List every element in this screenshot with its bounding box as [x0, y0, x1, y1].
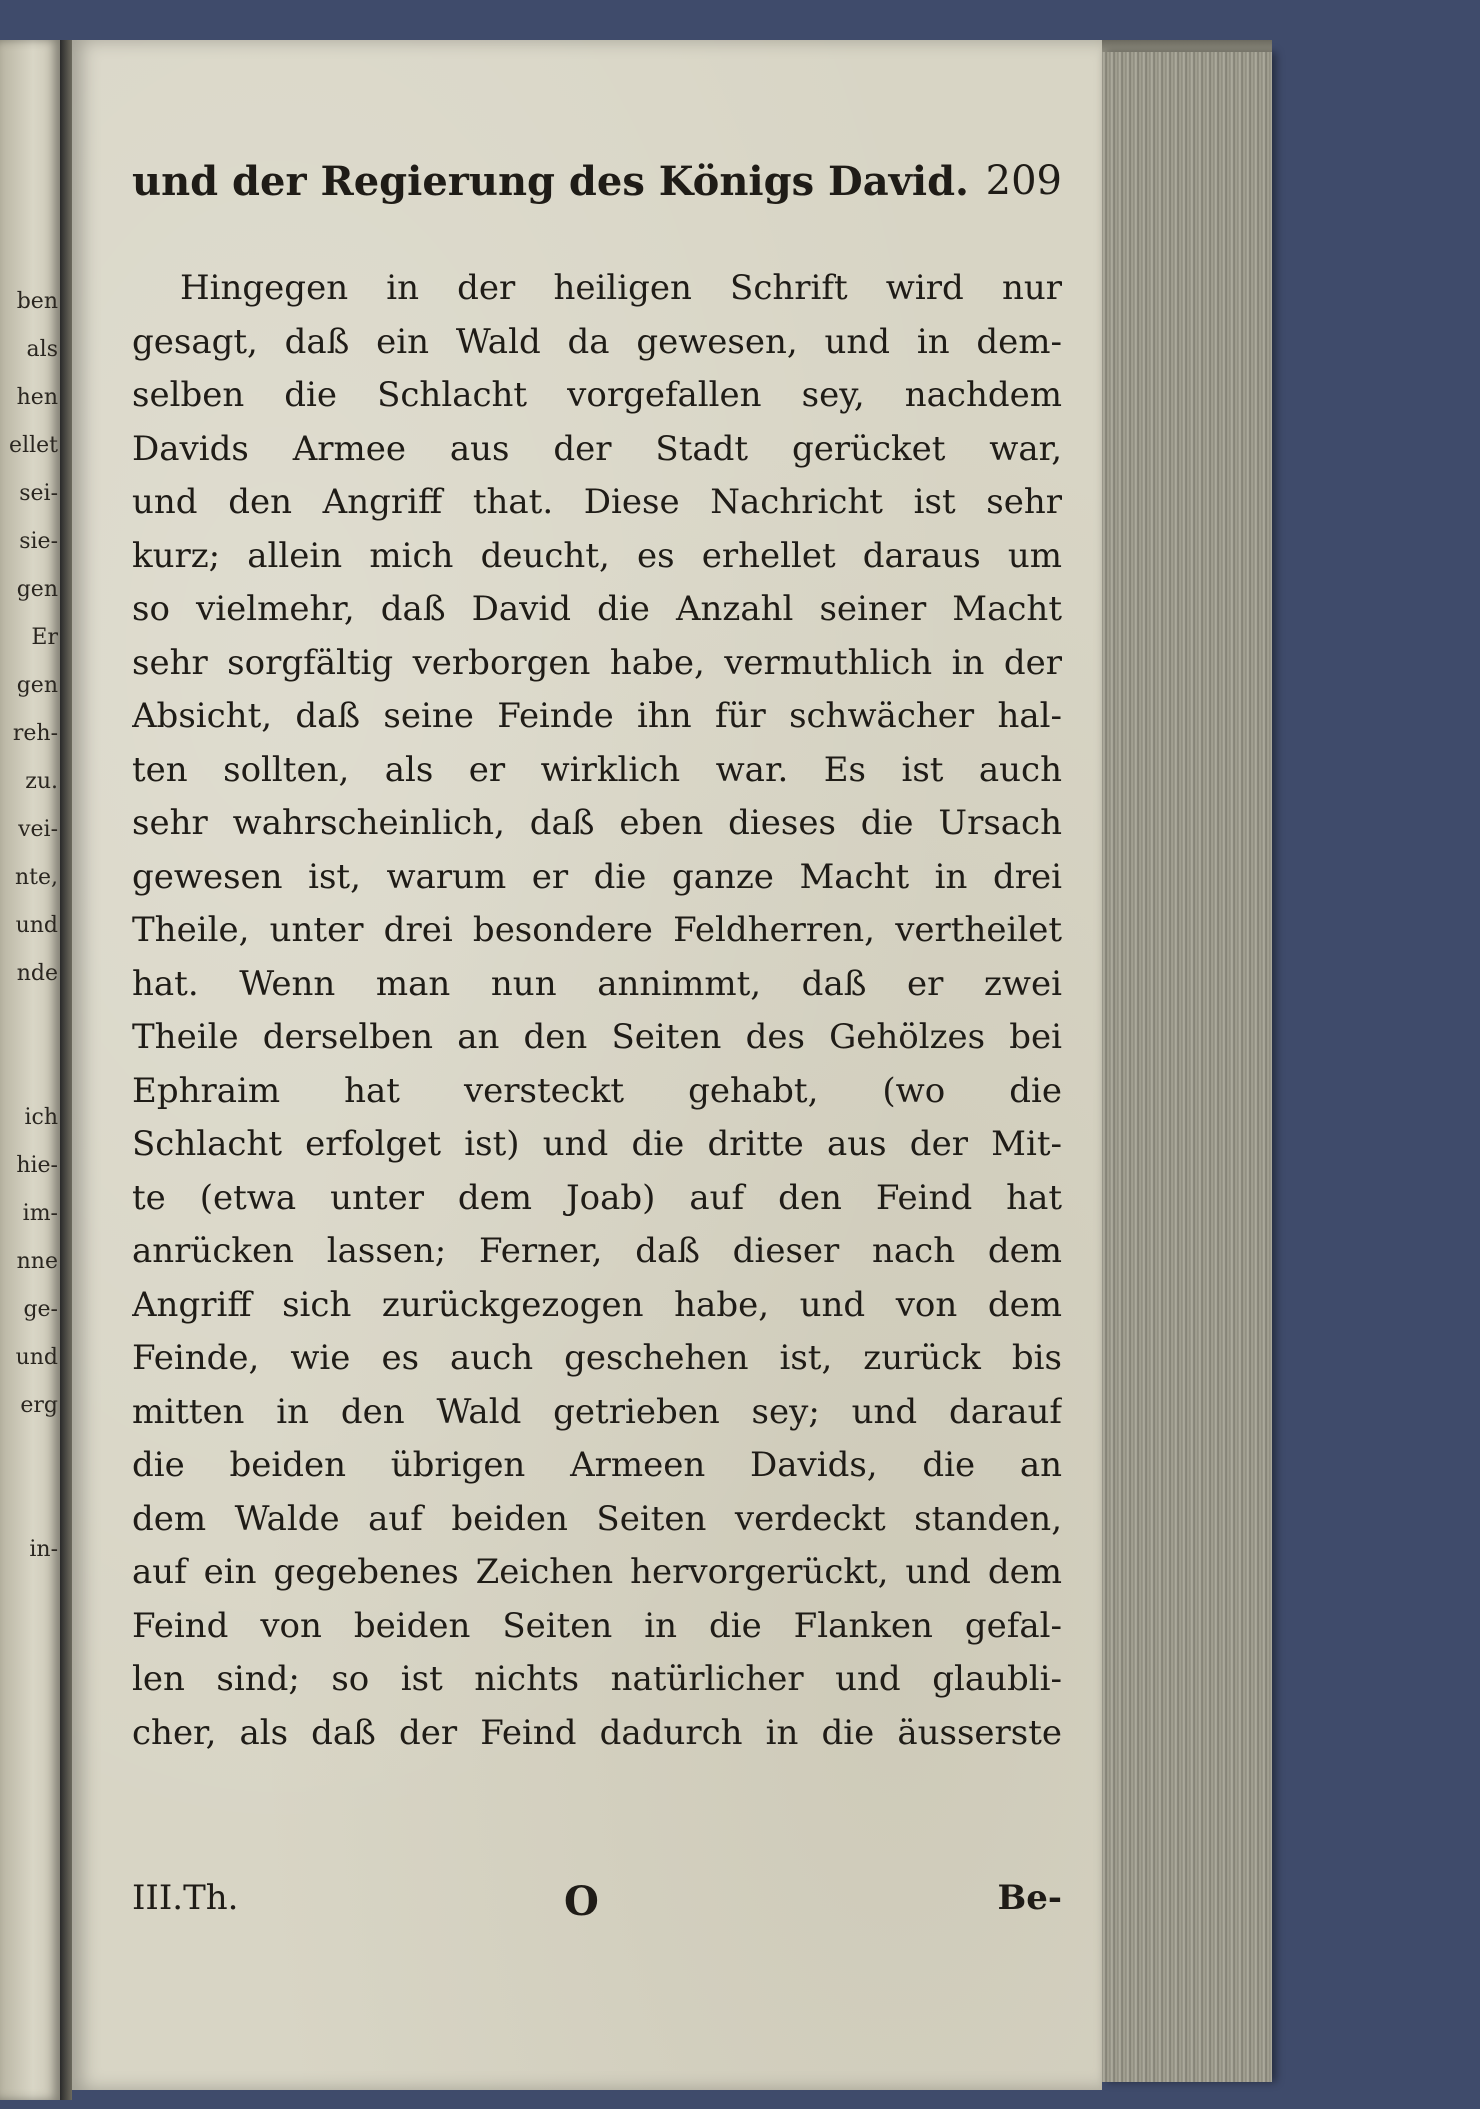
running-title: und der Regierung des Königs David. [132, 158, 969, 205]
text-line: Feind von beiden Seiten in die Flanken gefal- [132, 1605, 1062, 1646]
left-page-fragment: Er [31, 625, 58, 650]
text-line: Schlacht erfolget ist) und die dritte aus der Mit- [132, 1124, 1062, 1164]
left-page-fragment [4, 1430, 58, 1478]
right-page [72, 40, 1102, 2090]
page-number: 209 [985, 158, 1062, 204]
text-line: selben die Schlacht vorgefallen sey, nachdem [132, 375, 1062, 415]
left-facing-page [0, 40, 60, 2100]
left-page-fragment: im- [22, 1201, 58, 1226]
left-page-fragment [4, 1478, 58, 1526]
left-page-fragment: in- [29, 1537, 58, 1562]
left-page-fragment: vei- [18, 817, 58, 842]
text-line: auf ein gegebenes Zeichen hervorgerückt, und dem [132, 1552, 1062, 1592]
left-page-fragment: ich [24, 1105, 58, 1130]
text-line: Davids Armee aus der Stadt gerücket war, [132, 428, 1062, 469]
text-line: ten sollten, als er wirklich war. Es ist auch [132, 749, 1062, 790]
text-line: Feinde, wie es auch geschehen ist, zurück bis [132, 1338, 1062, 1378]
text-line: und den Angriff that. Diese Nachricht ist sehr [132, 482, 1062, 522]
left-page-fragment: hie- [16, 1153, 58, 1178]
left-page-fragment: ge- [23, 1297, 58, 1322]
volume-signature: III.Th. [132, 1878, 239, 1918]
text-line: Angriff sich zurückgezogen habe, und von dem [132, 1284, 1062, 1325]
text-line: sehr wahrscheinlich, daß eben dieses die Ursach [132, 803, 1062, 843]
left-page-fragment: nte, [14, 865, 58, 890]
left-page-fragment: gen [16, 673, 58, 698]
text-line: gesagt, daß ein Wald da gewesen, und in dem- [132, 321, 1062, 362]
left-page-text-fragments [4, 278, 58, 1574]
text-line: len sind; so ist nichts natürlicher und glaubli- [132, 1659, 1062, 1699]
text-line: te (etwa unter dem Joab) auf den Feind hat [132, 1177, 1062, 1218]
text-line: cher, als daß der Feind dadurch in die äusserste [132, 1712, 1062, 1753]
page-body-text [132, 262, 1062, 1760]
text-line: hat. Wenn man nun annimmt, daß er zwei [132, 963, 1062, 1004]
text-line: anrücken lassen; Ferner, daß dieser nach dem [132, 1231, 1062, 1271]
left-page-fragment [4, 1046, 58, 1094]
gathering-mark: O [564, 1878, 599, 1925]
text-line: Theile derselben an den Seiten des Gehölzes bei [132, 1017, 1062, 1057]
text-line: Theile, unter drei besondere Feldherren, vertheilet [132, 910, 1062, 950]
book-gutter [60, 40, 72, 2100]
left-page-fragment: erg [20, 1393, 58, 1418]
text-line: Ephraim hat versteckt gehabt, (wo die [132, 1070, 1062, 1111]
text-line: dem Walde auf beiden Seiten verdeckt standen, [132, 1498, 1062, 1539]
text-line: gewesen ist, warum er die ganze Macht in drei [132, 856, 1062, 897]
text-line: Absicht, daß seine Feinde ihn für schwächer hal- [132, 696, 1062, 736]
left-page-fragment: hen [16, 385, 58, 410]
text-line: mitten in den Wald getrieben sey; und darauf [132, 1391, 1062, 1432]
left-page-fragment: als [26, 337, 58, 362]
text-line: sehr sorgfältig verborgen habe, vermuthlich in der [132, 642, 1062, 683]
text-line: die beiden übrigen Armeen Davids, die an [132, 1445, 1062, 1485]
text-line: kurz; allein mich deucht, es erhellet daraus um [132, 535, 1062, 576]
page-footer [132, 1878, 1062, 1938]
left-page-fragment: ellet [9, 433, 58, 458]
left-page-fragment: nne [16, 1249, 58, 1274]
left-page-fragment [4, 998, 58, 1046]
left-page-fragment: ben [16, 289, 58, 314]
left-page-fragment: und [15, 1345, 58, 1370]
left-page-fragment: sei- [19, 481, 58, 506]
catchword: Be- [997, 1878, 1062, 1918]
left-page-fragment: zu. [25, 769, 58, 794]
page-block-edge [1102, 52, 1272, 2082]
left-page-fragment: sie- [19, 529, 58, 554]
text-line: Hingegen in der heiligen Schrift wird nur [180, 268, 1062, 308]
left-page-fragment: und [15, 913, 58, 938]
left-page-fragment: gen [16, 577, 58, 602]
left-page-fragment: reh- [12, 721, 58, 746]
left-page-fragment: nde [16, 961, 58, 986]
text-line: so vielmehr, daß David die Anzahl seiner Macht [132, 589, 1062, 629]
